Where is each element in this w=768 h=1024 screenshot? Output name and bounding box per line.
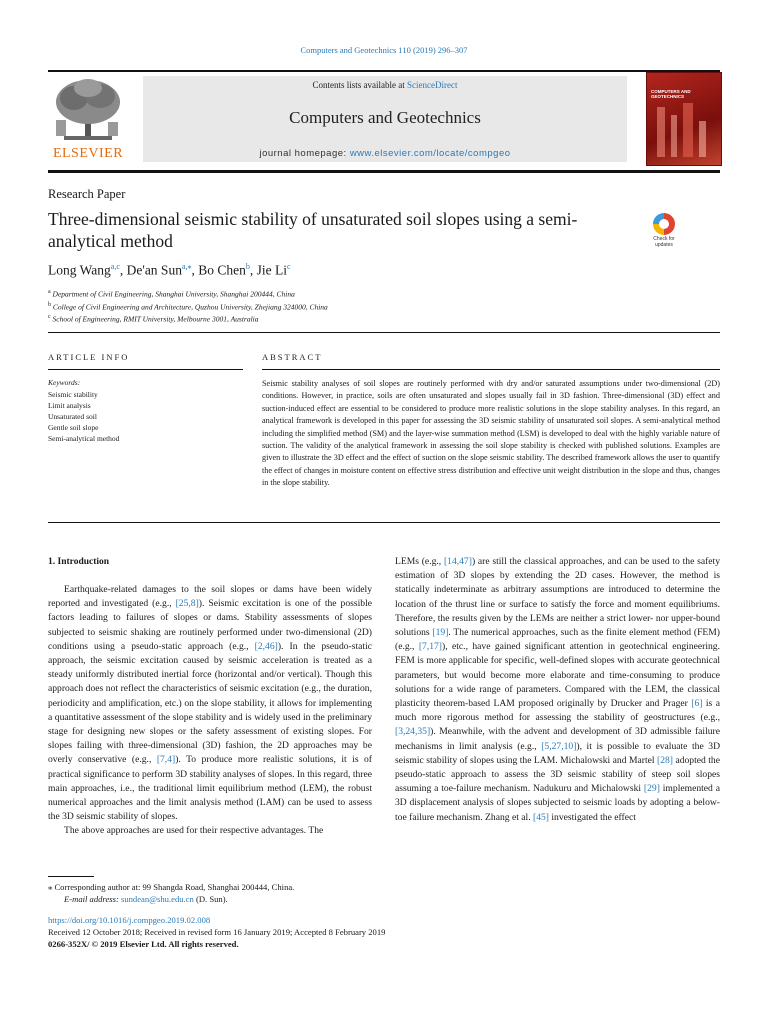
crossmark-badge[interactable] [646, 213, 682, 251]
citation-link[interactable]: [28] [657, 754, 673, 766]
publisher-name: ELSEVIER [52, 146, 124, 161]
citation-link[interactable]: [7,4] [156, 754, 176, 766]
citation-link[interactable]: [29] [643, 783, 660, 795]
tree-icon [48, 76, 128, 146]
article-info-rule [48, 369, 243, 370]
corresponding-author-note: ⁎ Corresponding author at: 99 Shangda Road, Shanghai 200444, China. [48, 882, 295, 892]
affiliations [48, 287, 328, 325]
title-bottom-rule [48, 332, 720, 333]
author-affiliation-mark[interactable]: b [245, 262, 250, 271]
body-text: investigated the effect [548, 811, 636, 823]
header-bottom-rule [48, 170, 720, 173]
homepage-link[interactable]: www.elsevier.com/locate/compgeo [349, 148, 511, 159]
left-column-paragraph [48, 824, 372, 838]
elsevier-logo[interactable] [48, 76, 128, 162]
citation-link[interactable]: [5,27,10] [541, 740, 577, 752]
body-text: . The numerical approaches, such as the finite element method (FEM) (e.g., [395, 627, 720, 653]
sciencedirect-link[interactable]: ScienceDirect [407, 80, 458, 90]
publication-info [48, 914, 385, 950]
journal-banner [143, 76, 627, 162]
body-text: implemented a 3D displacement analysis of slopes subjected to seismic loads by adopting a below-toe failure mechanism. Zhang et al. [395, 783, 720, 823]
email-line [48, 893, 294, 905]
cover-title: COMPUTERS AND GEOTECHNICS [651, 89, 691, 99]
contents-availability [143, 80, 627, 90]
citation-link[interactable]: [3,24,35] [395, 726, 431, 738]
keyword-item: Gentle soil slope [48, 423, 99, 432]
article-type: Research Paper [48, 187, 126, 201]
citation-link[interactable]: [19] [432, 627, 449, 639]
affiliation-line [48, 312, 328, 325]
body-text: ). To produce more realistic solutions, it is of practical significance to perform 3D stability analyses of slopes. In this regard, three main approaches, i.e., the traditional limit equilibrium method (LEM), the robust numerical approaches and the limit analysis method (LAM) can be used to assess the 3D seismic stability of slopes. [48, 754, 372, 823]
copyright-line: 0266-352X/ © 2019 Elsevier Ltd. All rights reserved. [48, 939, 239, 949]
author-name: De'an Sun [126, 262, 182, 278]
body-text: ), it is possible to evaluate the 3D seismic stability of slopes using the LAM. Michalowski and Martel [395, 740, 720, 766]
keywords-label: Keywords: [48, 378, 81, 387]
body-column-right [395, 555, 720, 825]
body-column-left [48, 583, 372, 839]
keywords-list [48, 389, 119, 444]
doi-link[interactable]: https://doi.org/10.1016/j.compgeo.2019.02.008 [48, 915, 211, 925]
affiliation-line [48, 300, 328, 313]
abstract-heading: ABSTRACT [262, 352, 323, 362]
author-affiliation-mark[interactable]: a,c [110, 262, 120, 271]
footnote-rule [48, 876, 94, 877]
citation-link[interactable]: [45] [533, 811, 549, 823]
email-link[interactable]: sundean@shu.edu.cn [120, 894, 194, 904]
keyword-item: Seismic stability [48, 390, 98, 399]
affiliation-text: School of Engineering, RMIT University, Melbourne 3001, Australia [50, 314, 259, 324]
body-text: is a much more rigorous method for assessing the stability of geostructures (e.g., [395, 698, 720, 724]
author-list: Long Wang$^{a,c}$, De'an Sun$^{a,⁎}$, Bo Chen$^b$, Jie Li$^c$ [48, 262, 291, 278]
cover-graphic [647, 103, 721, 165]
article-info-heading: ARTICLE INFO [48, 352, 130, 362]
left-column-paragraph [48, 583, 372, 824]
affiliation-mark: a [48, 289, 51, 295]
footnote [48, 881, 294, 905]
author-affiliation-mark[interactable]: a,⁎ [181, 262, 192, 271]
author-name: Long Wang [48, 262, 111, 278]
crossmark-label: Check for updates [653, 236, 675, 248]
journal-citation[interactable]: Computers and Geotechnics 110 (2019) 296–307 [300, 45, 468, 55]
abstract-text: Seismic stability analyses of soil slopes are routinely performed with dry and/or saturated assumptions under two-dimensional (2D) conditions. However, in practice, soils are often unsaturated and slopes usually fail in 3D fashion. Three-dimensional (3D) effect and suction-induced effect are essential to be considered to produce more realistic solutions in the slope stability analyses. In this regard, an analytical framework is developed in this paper for assessing the 3D seismic stability of unsaturated soil slopes. A semi-analytical method including the simplified method (SM) and the layer-wise summation method (LSM) is developed to deal with the highly variable nature of suction. The validity of the analytical framework in assessing the soil slope stability is checked with published solutions. Examples are given to illustrate the 3D effect and the effect of suction on the slope seismic stability. The described framework allows the user to quantify the effect of changes in moisture content on effective stress distribution and effective unit weight distribution in the slope and thus, changes in the slope stability. [262, 379, 720, 488]
keyword-item: Limit analysis [48, 401, 91, 410]
affiliation-line [48, 287, 328, 300]
header-top-rule [48, 70, 720, 72]
crossmark-icon-center [659, 219, 669, 229]
contents-prefix: Contents lists available at [312, 80, 407, 90]
abstract-rule [262, 369, 720, 370]
body-text: ), etc., have gained significant attention in geotechnical engineering. FEM is more applicable for specific, well-defined slopes with accurate geotechnical parameters, but would become more elaborate and time-consuming to produce solutions for a wide range of parameters. Compared with the LEM, the classical plasticity theorem-based LAM proposed originally by Drucker and Prager [395, 641, 720, 710]
affiliation-mark: c [48, 314, 51, 320]
body-text: adopted the pseudo-static approach to assess the 3D seismic stability of steep soil slopes assuming a toe-failure mechanism. Nadukuru and Michalowski [395, 754, 720, 795]
citation-link[interactable]: [6] [691, 698, 703, 710]
keyword-item: Semi-analytical method [48, 434, 120, 443]
author-name: Jie Li [256, 262, 288, 278]
email-label: E-mail address: [64, 894, 121, 904]
section-heading-introduction: 1. Introduction [48, 557, 110, 567]
abstract-bottom-rule [48, 522, 720, 523]
homepage-prefix: journal homepage: [259, 148, 350, 159]
right-column-paragraph [395, 555, 720, 825]
citation-link[interactable]: [2,46] [254, 640, 278, 652]
affiliation-text: College of Civil Engineering and Architecture, Quzhou University, Zhejiang 324000, China [51, 302, 328, 311]
journal-cover-image[interactable] [646, 72, 722, 166]
body-text: LEMs (e.g., [395, 556, 444, 567]
body-text: The above approaches are used for their respective advantages. The [64, 825, 324, 837]
keyword-item: Unsaturated soil [48, 412, 97, 421]
body-text: ). Seismic excitation is one of the possible factors leading to failures of slopes or dams. Stability assessments of slopes subjected to seismic shaking are routinely performed under two-dimensional (2D) conditions using a pseudo-static approach (e.g., [48, 598, 372, 652]
body-text: ). Meanwhile, with the advent and development of 3D admissible failure mechanisms in limit analysis (e.g., [395, 726, 720, 752]
citation-link[interactable]: [14,47] [443, 556, 472, 567]
body-text: ) are still the classical approaches, and can be used to the safety estimation of 3D slopes by extending the 2D cases. However, the method is statically indeterminate as arbitrary assumptions are introduced to determine the location of the thrust line or surface to satisfy the force and moment equilibriums. Therefore, the results given by the LEMs are neither a strict lower- nor upper-bound solutions [395, 556, 720, 639]
affiliation-mark: b [48, 301, 51, 308]
journal-title: Computers and Geotechnics [289, 108, 481, 127]
paper-title: Three-dimensional seismic stability of unsaturated soil slopes using a semi-analytical method [48, 209, 578, 251]
affiliation-text: Department of Civil Engineering, Shanghai University, Shanghai 200444, China [50, 289, 295, 299]
body-text: Earthquake-related damages to the soil slopes or dams have been widely reported and investigated (e.g., [48, 584, 372, 610]
journal-homepage [143, 148, 627, 159]
received-dates: Received 12 October 2018; Received in revised form 16 January 2019; Accepted 8 February 2019 [48, 927, 386, 937]
body-text: ). In the pseudo-static approach, the seismic excitation caused by seismic acceleration is treated as a steady uniformly distributed inertial force (horizontal and/or vertical). Though this approach does not reflect the characteristics of seismic excitation (e.g., the duration, periodicity and amplification, etc.) on the slope stability, it allows for implementing a quantitative assessment of the slope stability and is widely used in the preliminary stage for designing new slopes or the safety assessment of existing slopes. For slopes failing with three-dimensional (3D) fashion, the 2D approaches may be overly conservative (e.g., [48, 640, 372, 766]
author-name: Bo Chen [198, 262, 246, 278]
author-affiliation-mark[interactable]: c [287, 262, 291, 271]
email-suffix: (D. Sun). [193, 894, 228, 904]
citation-link[interactable]: [25,8] [175, 598, 199, 610]
citation-link[interactable]: [7,17] [418, 641, 443, 653]
